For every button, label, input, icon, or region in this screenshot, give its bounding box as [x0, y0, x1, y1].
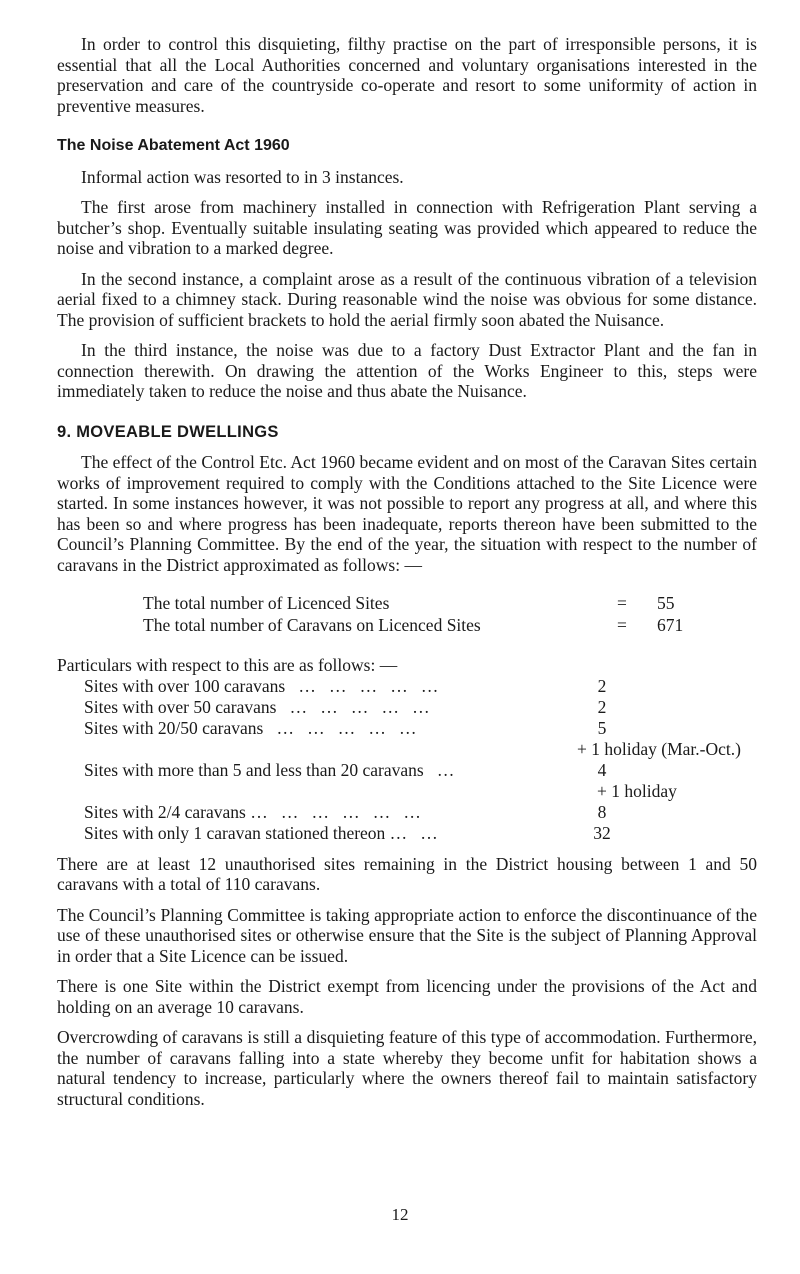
- noise-act-paragraph-4: In the third instance, the noise was due to a factory Dust Extractor Plant and the fan in connection therewith. On drawing the attention of the Works Engineer to this, steps were immediately taken to reduce the noise and thus abate the Nuisance.: [57, 340, 757, 401]
- moveable-paragraph-1: The effect of the Control Etc. Act 1960 became evident and on most of the Caravan Sites certain works of improvement required to comply with the Conditions attached to the Site Licence were started. In some instances however, it was not possible to report any progress at all, and where this has been so and where progress has been inadequate, reports thereon have been submitted to the Council’s Planning Committee. By the end of the year, the situation with respect to the number of caravans in the District approximated as follows: —: [57, 452, 757, 575]
- noise-act-paragraph-2: The first arose from machinery installed in connection with Refrigeration Plant serving a butcher’s shop. Eventually suitable insulating seating was provided which appeared to reduce the noise and vibration to a marked degree.: [57, 197, 757, 258]
- moveable-paragraph-2: There are at least 12 unauthorised sites remaining in the District housing between 1 and 50 caravans with a total of 110 caravans.: [57, 853, 757, 894]
- licence-summary: [143, 593, 757, 637]
- holiday-note: + 1 holiday: [597, 780, 677, 801]
- particulars-list: [57, 655, 757, 844]
- equals-sign: =: [617, 593, 627, 613]
- intro-paragraph: In order to control this disquieting, filthy practise on the part of irresponsible persons, it is essential that all the Local Authorities concerned and voluntary organisations interested in the preservation and care of the countryside co-operate and resort to some uniformity of action in preventive measures.: [57, 34, 757, 116]
- document-page: [57, 34, 757, 1109]
- particulars-intro: Particulars with respect to this are as follows: —: [57, 655, 398, 675]
- particulars-row: [57, 802, 757, 823]
- moveable-paragraph-3: The Council’s Planning Committee is taking appropriate action to enforce the discontinuance of the use of these unauthorised sites or otherwise ensure that the Site is the subject of Planning Approval in order that a Site Licence can be issued.: [57, 904, 757, 966]
- particulars-label: Sites with more than 5 and less than 20 caravans …: [84, 759, 455, 780]
- particulars-value: 5: [597, 717, 607, 738]
- moveable-paragraph-5: Overcrowding of caravans is still a disquieting feature of this type of accommodation. Furthermore, the number of caravans falling into a state whereby they become unfit for habitation shows a natural tendency to increase, particularly where the owners thereof fail to maintain satisfactory structural conditions.: [57, 1027, 757, 1109]
- noise-act-paragraph-3: In the second instance, a complaint arose as a result of the continuous vibration of a television aerial fixed to a chimney stack. During reasonable wind the noise was obvious for some distance. The provision of sufficient brackets to hold the aerial firmly soon abated the Nuisance.: [57, 268, 757, 330]
- particulars-row: [57, 760, 757, 781]
- summary-label: The total number of Caravans on Licenced Sites: [143, 615, 481, 635]
- summary-value: 671: [657, 615, 684, 635]
- equals-sign: =: [617, 615, 627, 635]
- summary-value: 55: [657, 593, 675, 613]
- moveable-paragraph-4: There is one Site within the District exempt from licencing under the provisions of the Act and holding on an average 10 caravans.: [57, 976, 757, 1017]
- particulars-label: Sites with over 50 caravans … … … … …: [84, 696, 430, 717]
- particulars-label: Sites with over 100 caravans … … … … …: [84, 675, 439, 696]
- particulars-label: Sites with 2/4 caravans … … … … … …: [84, 801, 421, 822]
- summary-row: [143, 593, 757, 615]
- particulars-label: Sites with 20/50 caravans … … … … …: [84, 717, 417, 738]
- summary-label: The total number of Licenced Sites: [143, 593, 390, 613]
- particulars-row: [57, 823, 757, 844]
- particulars-value: 2: [597, 696, 607, 717]
- summary-row: [143, 615, 757, 637]
- particulars-value: 2: [597, 675, 607, 696]
- page-number: 12: [391, 1205, 409, 1224]
- particulars-value: 32: [593, 822, 611, 843]
- particulars-row: [57, 697, 757, 718]
- holiday-note: + 1 holiday (Mar.-Oct.): [577, 738, 741, 759]
- particulars-row: [57, 676, 757, 697]
- noise-act-paragraph-1: Informal action was resorted to in 3 instances.: [81, 166, 404, 187]
- noise-act-heading: The Noise Abatement Act 1960: [57, 137, 290, 154]
- particulars-value: 8: [597, 801, 607, 822]
- particulars-value: 4: [597, 759, 607, 780]
- particulars-row: [57, 718, 757, 739]
- moveable-dwellings-heading: 9. MOVEABLE DWELLINGS: [57, 422, 279, 441]
- particulars-label: Sites with only 1 caravan stationed thereon … …: [84, 822, 438, 843]
